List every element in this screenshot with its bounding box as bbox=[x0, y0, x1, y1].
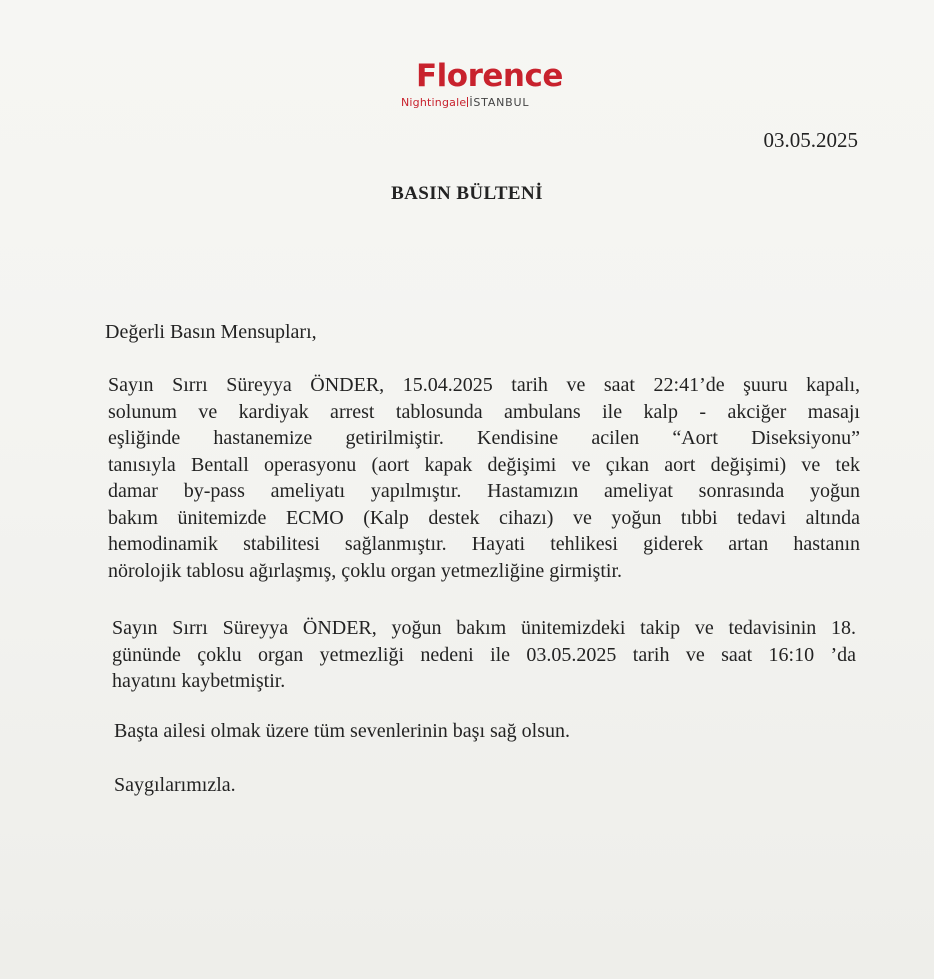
paragraph-condolence bbox=[114, 718, 854, 745]
text-line: solunum ve kardiyak arrest tablosunda ambulans ile kalp - akciğer masajı bbox=[108, 400, 860, 423]
text-line: damar by-pass ameliyatı yapılmıştır. Hastamızın ameliyat sonrasında yoğun bbox=[108, 480, 860, 502]
text-line: Başta ailesi olmak üzere tüm sevenlerinin başı sağ olsun. bbox=[114, 720, 570, 742]
paragraph-death-notice bbox=[112, 615, 856, 695]
text-line: Sayın Sırrı Süreyya ÖNDER, yoğun bakım ünitemizdeki takip ve tedavisinin 18. bbox=[112, 617, 856, 639]
text-line: bakım ünitemizde ECMO (Kalp destek cihazı) ve yoğun tıbbi tedavi altında bbox=[108, 506, 860, 529]
page-title: BASIN BÜLTENİ bbox=[391, 183, 543, 204]
document-date: 03.05.2025 bbox=[763, 128, 858, 152]
text-line: tanısıyla Bentall operasyonu (aort kapak değişimi ve çıkan aort değişimi) ve tek bbox=[108, 453, 860, 476]
text-line: eşliğinde hastanemize getirilmiştir. Kendisine acilen “Aort Diseksiyonu” bbox=[108, 427, 860, 449]
text-line: hayatını kaybetmiştir. bbox=[112, 670, 286, 692]
text-line: gününde çoklu organ yetmezliği nedeni ile 03.05.2025 tarih ve saat 16:10 ’da bbox=[112, 643, 856, 666]
logo-subtitle bbox=[401, 96, 529, 110]
logo-subtitle-nightingale: Nightingale bbox=[401, 96, 467, 109]
salutation: Değerli Basın Mensupları, bbox=[105, 321, 317, 343]
text-line: Saygılarımızla. bbox=[114, 774, 236, 796]
logo-subtitle-city: İSTANBUL bbox=[469, 96, 530, 109]
closing-regards bbox=[114, 772, 854, 799]
text-line: Sayın Sırrı Süreyya ÖNDER, 15.04.2025 tarih ve saat 22:41’de şuuru kapalı, bbox=[108, 374, 860, 396]
logo-name: Florence bbox=[416, 58, 563, 94]
paragraph-announcement bbox=[108, 372, 860, 584]
text-line: nörolojik tablosu ağırlaşmış, çoklu organ yetmezliğine girmiştir. bbox=[108, 559, 622, 582]
florence-logo bbox=[398, 54, 588, 118]
text-line: hemodinamik stabilitesi sağlanmıştır. Hayati tehlikesi giderek artan hastanın bbox=[108, 533, 860, 555]
